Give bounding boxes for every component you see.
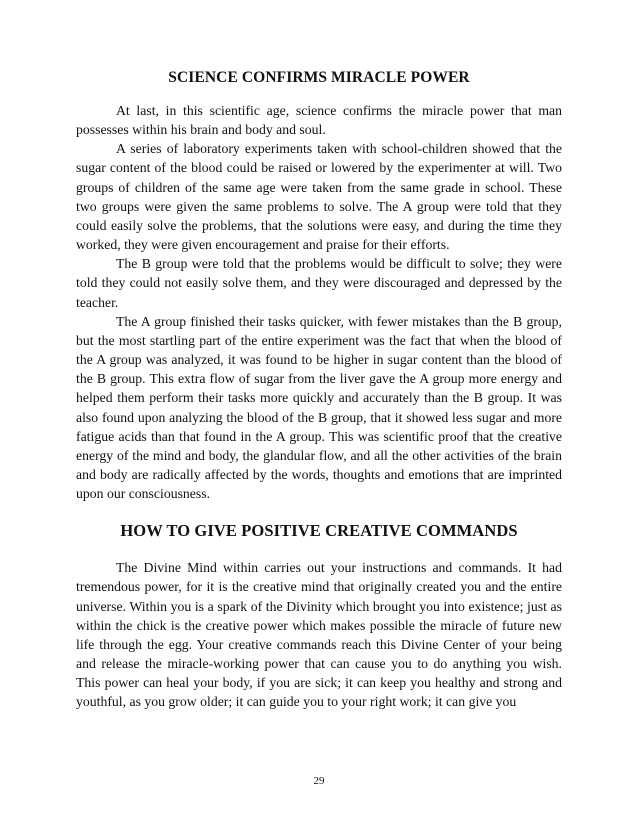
book-page	[76, 68, 562, 712]
paragraph: The B group were told that the problems would be difficult to solve; they were told they could not easily solve them, and they were discouraged and depressed by the teacher.	[76, 256, 562, 310]
paragraph: A series of laboratory experiments taken with school-children showed that the sugar content of the blood could be raised or lowered by the experimenter at will. Two groups of children of the same age were taken from the same grade in school. These two groups were given the same problems to solve. The A group were told that they could easily solve the problems, that the solutions were easy, and during the time they worked, they were given encouragement and praise for their efforts.	[76, 141, 562, 253]
paragraph: The Divine Mind within carries out your instructions and commands. It had tremendous power, for it is the creative mind that originally created you and the entire universe. Within you is a spark of the Divinity which brought you into existence; just as within the chick is the creative power which makes possible the miracle of future new life through the egg. Your creative commands reach this Divine Center of your being and release the miracle-working power that can cause you to do anything you wish. This power can heal your body, if you are sick; it can keep you healthy and strong and youthful, as you grow older; it can guide you to your right work; it can give you	[76, 560, 562, 710]
paragraph: At last, in this scientific age, science confirms the miracle power that man possesses within his brain and body and soul.	[76, 103, 562, 138]
section-heading-commands: HOW TO GIVE POSITIVE CREATIVE COMMANDS	[120, 521, 518, 541]
section-heading-science: SCIENCE CONFIRMS MIRACLE POWER	[168, 69, 470, 86]
paragraph: The A group finished their tasks quicker, with fewer mistakes than the B group, but the most startling part of the entire experiment was the fact that when the blood of the A group was analyzed, it was found to be higher in sugar content than the blood of the B group. This extra flow of sugar from the liver gave the A group more energy and helped them perform their tasks more quickly and accurately than the B group. It was also found upon analyzing the blood of the B group, that it showed less sugar and more fatigue acids than that found in the A group. This was scientific proof that the creative energy of the mind and body, the glandular flow, and all the other activities of the brain and body are radically affected by the words, thoughts and emotions that are imprinted upon our consciousness.	[76, 313, 562, 502]
page-number: 29	[313, 775, 325, 787]
